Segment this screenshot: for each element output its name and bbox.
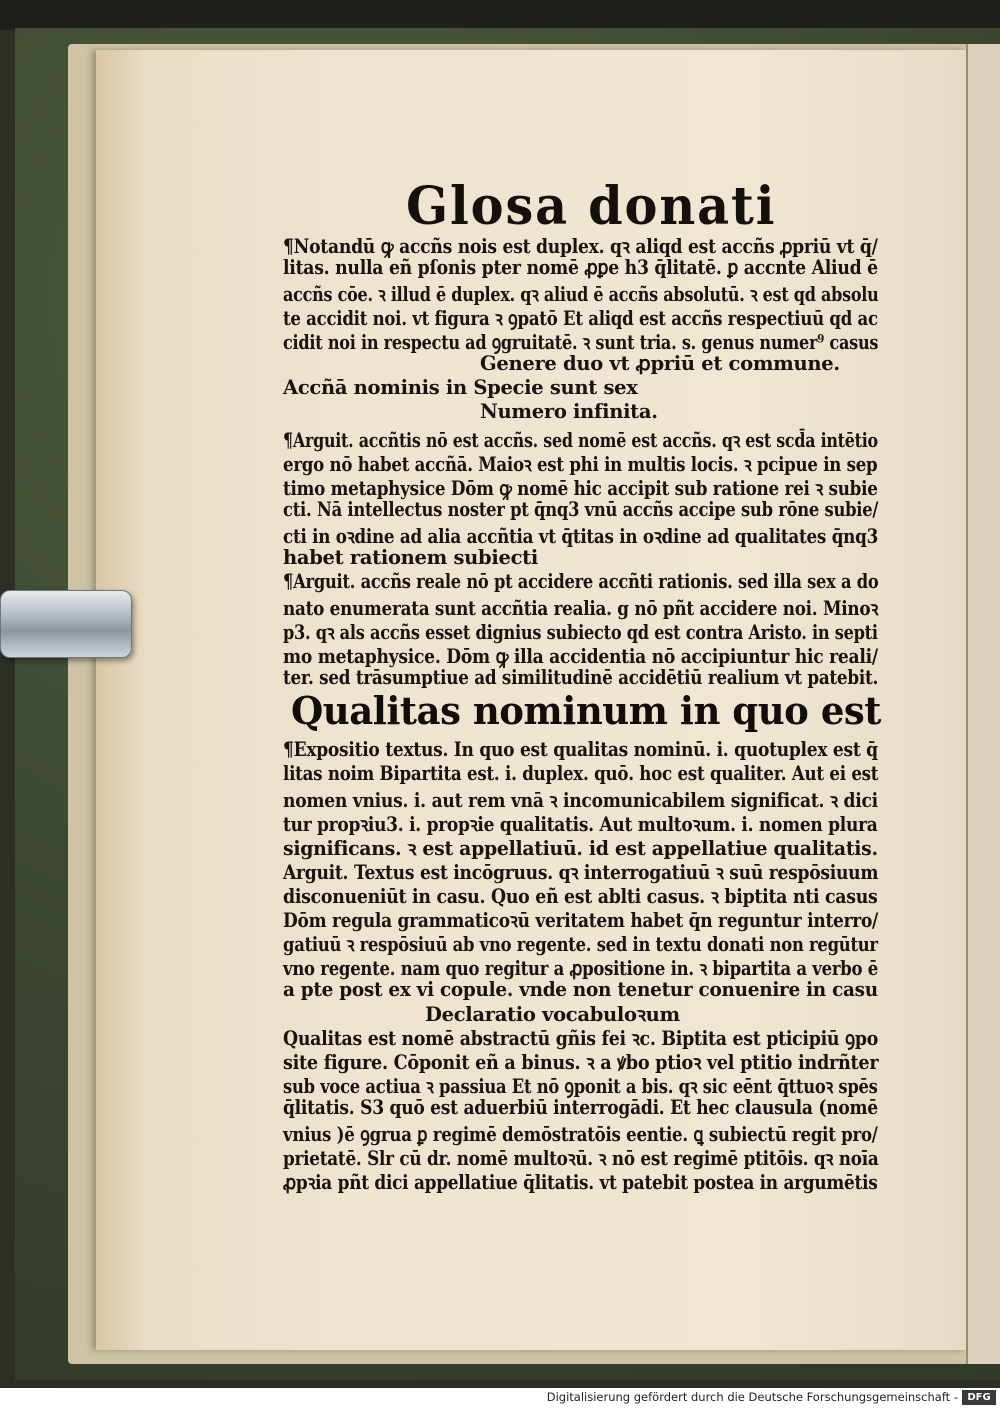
text-line: cidit noi in respectu ad ꝯgruitatē. ꝛ sunt tria. s. genus numer⁹ casus: [283, 331, 879, 354]
text-line: te accidit noi. vt figura ꝛ ꝯpatō Et aliqd est accñs respectiuū qd ac: [283, 307, 878, 330]
text-line: timo metaphysice Dōm ꝙ nomē hic accipit sub ratione rei ꝛ subie: [283, 477, 878, 500]
text-line: vnius )ē ꝯgrua ꝑ regimē demōstratōis eentie. ꝗ subiectū regit pro/: [283, 1123, 878, 1146]
text-line: significans. ꝛ est appellatiuū. id est appellatiue qualitatis.: [283, 837, 878, 860]
text-line: cti in oꝛdine ad alia accñtia vt q̄titas in oꝛdine ad qualitates q̄nq3: [283, 525, 878, 548]
text-line: Qualitas est nomē abstractū gñis fei ꝛc. Biptita est pticipiū ꝯpo: [283, 1027, 879, 1050]
text-line: Arguit. Textus est incōgruus. qꝛ interrogatiuū ꝛ suū respōsiuum: [283, 861, 879, 884]
text-line: gatiuū ꝛ respōsiuū ab vno regente. sed in textu donati non regūtur: [283, 933, 878, 956]
text-line: Accñā nominis in Specie sunt sex: [283, 376, 638, 399]
text-line: q̄litatis. S3 quō est aduerbiū interrogādi. Et hec clausula (nomē: [283, 1096, 878, 1119]
text-line: a pte post ex vi copule. vnde non tenetur conuenire in casu: [283, 978, 878, 1001]
text-line: cti. Nā intellectus noster pt q̄nq3 vnū accñs accipe sub rōne subie/: [283, 498, 879, 521]
text-line: litas noim Bipartita est. i. duplex. quō. hoc est qualiter. Aut ei est: [283, 762, 879, 785]
section-heading: Qualitas nominum in quo est: [291, 688, 881, 733]
text-line: nato enumerata sunt accñtia realia. g nō pñt accidere noi. Minoꝛ: [283, 597, 879, 620]
text-line: prietatē. Slr cū dr. nomē multoꝛū. ꝛ nō est regimē ptitōis. qꝛ noīa: [283, 1147, 879, 1170]
text-line: p3. qꝛ als accñs esset dignius subiecto qd est contra Aristo. in septi: [283, 621, 878, 644]
text-line: ¶Arguit. accñtis nō est accñs. sed nomē est accñs. qꝛ est scd̄a intētio: [283, 429, 878, 452]
footer-bar: [0, 1388, 1000, 1409]
text-line: habet rationem subiecti: [283, 546, 538, 569]
text-line: accñs cōe. ꝛ illud ē duplex. qꝛ aliud ē accñs absolutū. ꝛ est qd absolu: [283, 283, 879, 306]
text-line: site figure. Cōponit eñ a binus. ꝛ a ꝟbo ptioꝛ vel ptitio indrñter: [283, 1051, 879, 1074]
subheading: Declaratio vocabuloꝛum: [425, 1003, 680, 1026]
text-line: ¶Arguit. accñs reale nō pt accidere accñti rationis. sed illa sex a do: [283, 570, 879, 593]
text-line: sub voce actiua ꝛ passiua Et nō ꝯponit a bis. qꝛ sic eēnt q̄ttuoꝛ spēs: [283, 1075, 878, 1098]
text-line: ¶Expositio textus. In quo est qualitas nominū. i. quotuplex est q̄: [283, 738, 878, 761]
text-line: vno regente. nam quo regitur a ꝓpositione in. ꝛ bipartita a verbo ē: [283, 957, 879, 980]
text-line: ꝓpꝛia pñt dici appellatiue q̄litatis. vt patebit postea in argumētis: [283, 1171, 878, 1194]
page-title: Glosa donati: [406, 176, 777, 237]
text-line: ergo nō habet accñā. Maioꝛ est phi in multis locis. ꝛ pcipue in sep: [283, 453, 878, 476]
funding-credit: Digitalisierung gefördert durch die Deutsche Forschungsgemeinschaft -: [546, 1390, 958, 1404]
text-line: litas. nulla eñ pſonis pter nomē ꝓꝑe h3 q̄litatē. ꝑ accnte Aliud ē: [283, 256, 878, 279]
dfg-logo: DFG: [962, 1390, 996, 1405]
text-line: mo metaphysice. Dōm ꝙ illa accidentia nō accipiuntur hic reali/: [283, 645, 878, 668]
text-line: nomen vnius. i. aut rem vnā ꝛ incomunicabilem significat. ꝛ dici: [283, 789, 878, 812]
text-line: Dōm regula grammaticoꝛū veritatem habet q̄n reguntur interro/: [283, 909, 879, 932]
scan-background-top: [0, 0, 1000, 30]
text-line: Genere duo vt ꝓpriū et commune.: [480, 352, 840, 375]
text-line: disconueniūt in casu. Quo eñ est ablti casus. ꝛ biptita nti casus: [283, 885, 878, 908]
text-line: ¶Notandū ꝙ accñs nois est duplex. qꝛ aliqd est accñs ꝓpriū vt q̄/: [283, 235, 878, 258]
page-clamp: [0, 590, 132, 658]
text-line: ter. sed trāsumptiue ad similitudinē accidētiū realium vt patebit.: [283, 666, 879, 689]
text-line: tur propꝛiu3. i. propꝛie qualitatis. Aut multoꝛum. i. nomen plura: [283, 813, 878, 836]
facing-page-edge: [966, 44, 1000, 1364]
text-line: Numero infinita.: [480, 400, 658, 423]
